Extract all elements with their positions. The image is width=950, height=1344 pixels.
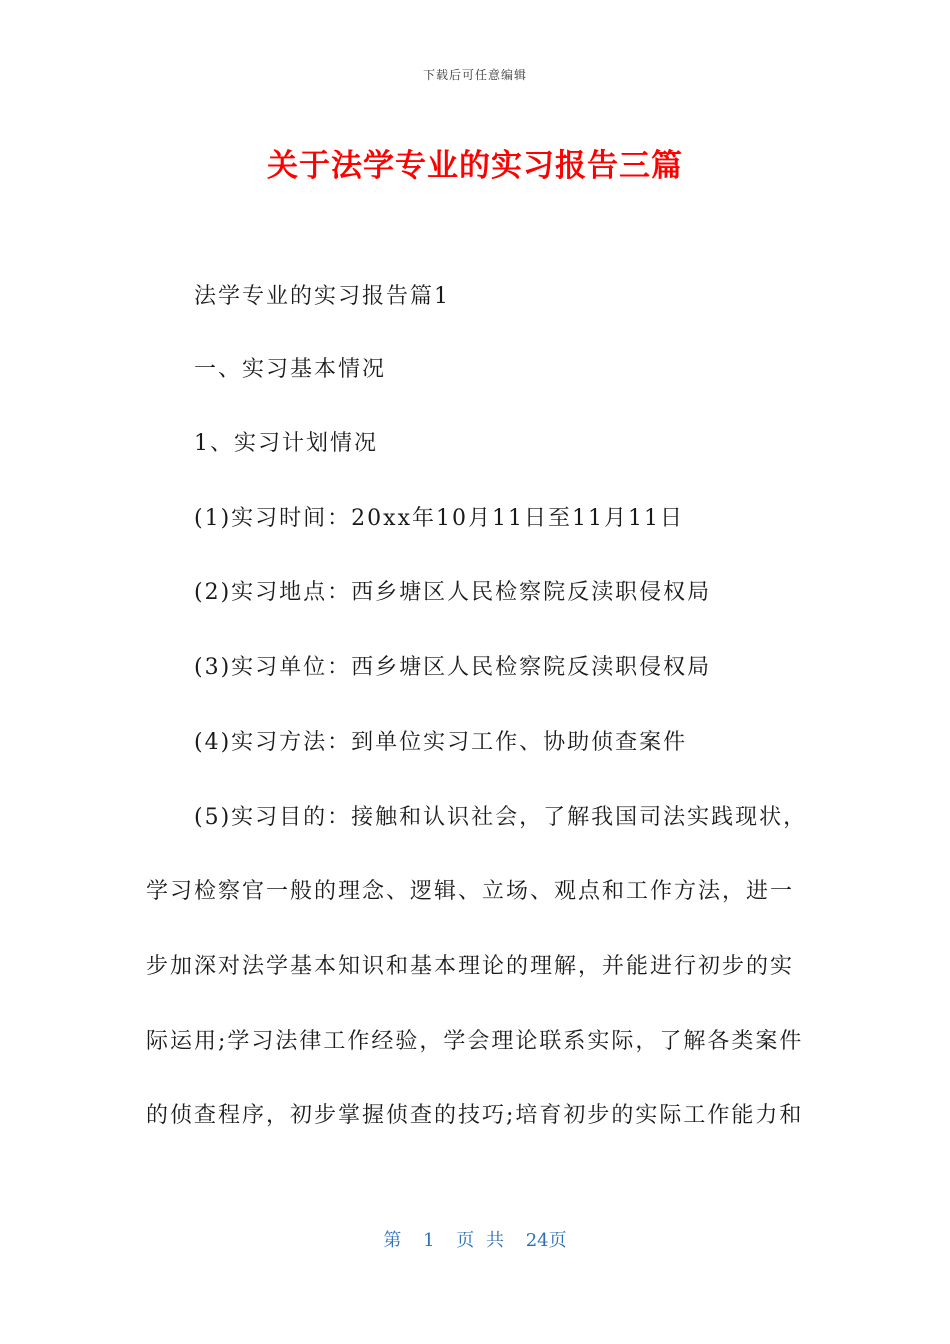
part-heading: 一、实习基本情况	[194, 357, 387, 382]
list-item: (1)实习时间：20xx年10月11日至11月11日	[194, 506, 684, 531]
footer-middle: 页 共	[456, 1230, 504, 1251]
page-header-note: 下载后可任意编辑	[422, 68, 527, 82]
section-heading: 法学专业的实习报告篇1	[194, 284, 450, 309]
paragraph-line: 学习检察官一般的理念、逻辑、立场、观点和工作方法，进一	[146, 879, 795, 904]
list-item: (3)实习单位：西乡塘区人民检察院反渎职侵权局	[194, 655, 712, 680]
document-title: 关于法学专业的实习报告三篇	[267, 148, 683, 184]
sub-heading: 1、实习计划情况	[194, 431, 378, 456]
footer-current-page: 1	[423, 1230, 435, 1251]
footer-total-pages: 24页	[525, 1230, 567, 1251]
paragraph-line: 的侦查程序，初步掌握侦查的技巧;培育初步的实际工作能力和	[146, 1103, 804, 1128]
list-item: (4)实习方法：到单位实习工作、协助侦查案件	[194, 730, 688, 755]
list-item: (2)实习地点：西乡塘区人民检察院反渎职侵权局	[194, 580, 712, 605]
paragraph-line: 际运用;学习法律工作经验，学会理论联系实际，了解各类案件	[146, 1029, 804, 1054]
list-item: (5)实习目的：接触和认识社会，了解我国司法实践现状，	[194, 805, 808, 830]
paragraph-line: 步加深对法学基本知识和基本理论的理解，并能进行初步的实	[146, 954, 795, 979]
footer-prefix: 第	[383, 1230, 402, 1251]
page-footer	[0, 1226, 950, 1252]
